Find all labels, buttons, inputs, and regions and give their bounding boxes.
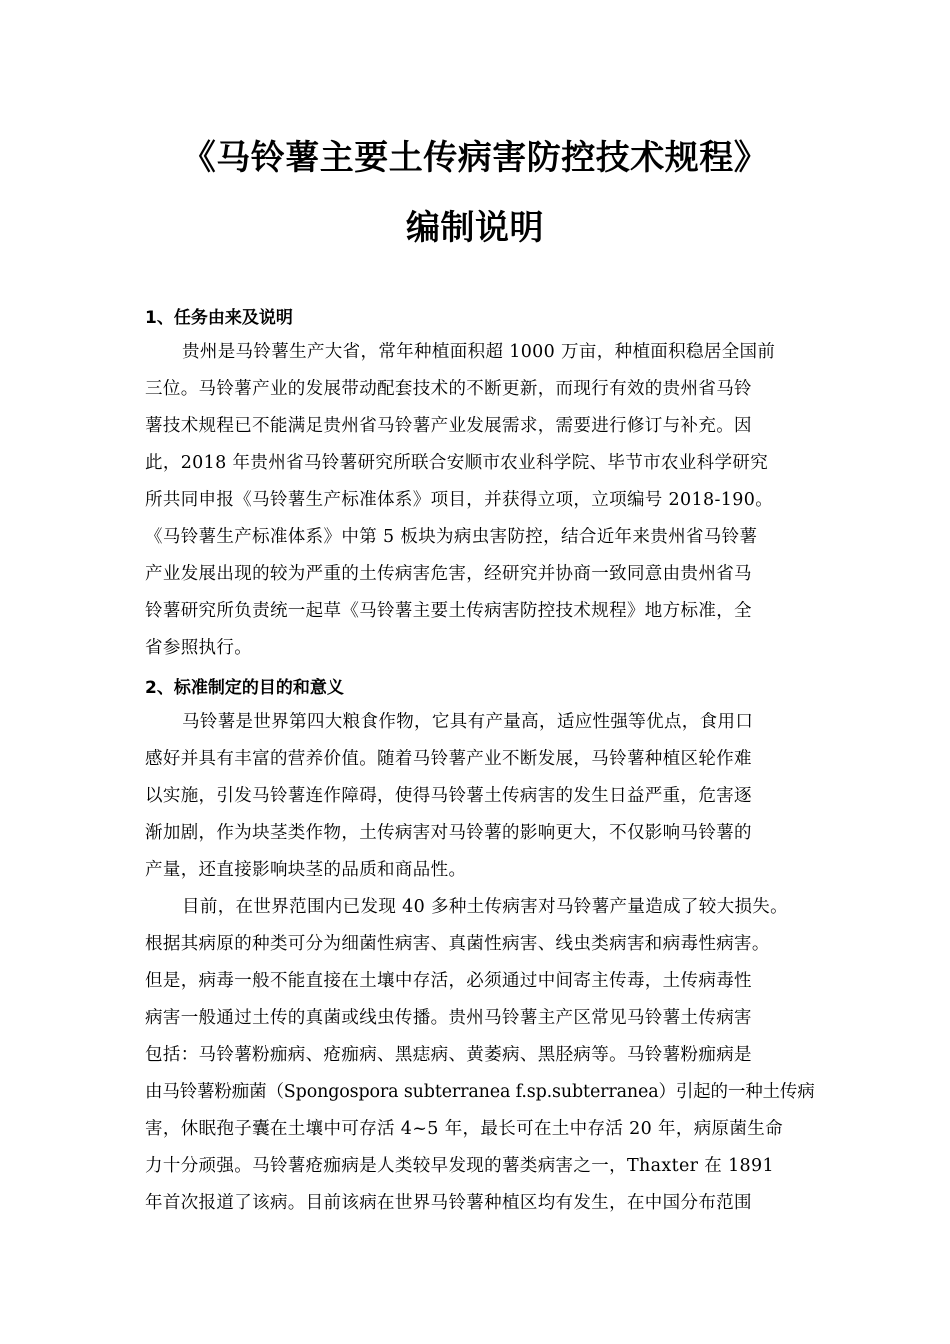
paragraph-line: 贵州是马铃薯生产大省，常年种植面积超 1000 万亩，种植面积稳居全国前 [182,342,776,362]
paragraph-line: 马铃薯是世界第四大粮食作物，它具有产量高，适应性强等优点，食用口 [182,712,754,732]
paragraph-line: 此，2018 年贵州省马铃薯研究所联合安顺市农业科学院、毕节市农业科学研究 [145,453,769,473]
document-title: 《马铃薯主要土传病害防控技术规程》 [181,138,769,178]
paragraph-line: 以实施，引发马铃薯连作障碍，使得马铃薯土传病害的发生日益严重，危害逐 [145,786,752,806]
paragraph-line: 《马铃薯生产标准体系》中第 5 板块为病虫害防控，结合近年来贵州省马铃薯 [145,527,758,547]
paragraph-line: 产业发展出现的较为严重的土传病害危害，经研究并协商一致同意由贵州省马 [145,564,752,584]
paragraph-line: 年首次报道了该病。目前该病在世界马铃薯种植区均有发生，在中国分布范围 [145,1193,752,1213]
paragraph-line: 省参照执行。 [145,638,253,658]
paragraph-line: 病害一般通过土传的真菌或线虫传播。贵州马铃薯主产区常见马铃薯土传病害 [145,1008,752,1028]
document-subtitle: 编制说明 [406,208,544,248]
paragraph-line: 根据其病原的种类可分为细菌性病害、真菌性病害、线虫类病害和病毒性病害。 [145,934,770,954]
section-1-heading: 1、任务由来及说明 [145,308,293,328]
paragraph-line: 产量，还直接影响块茎的品质和商品性。 [145,860,467,880]
paragraph-line: 但是，病毒一般不能直接在土壤中存活，必须通过中间寄主传毒，土传病毒性 [145,971,752,991]
paragraph-line: 目前，在世界范围内已发现 40 多种土传病害对马铃薯产量造成了较大损失。 [182,897,788,917]
paragraph-line: 包括：马铃薯粉痂病、疮痂病、黑痣病、黄萎病、黑胫病等。马铃薯粉痂病是 [145,1045,752,1065]
paragraph-line: 薯技术规程已不能满足贵州省马铃薯产业发展需求，需要进行修订与补充。因 [145,416,752,436]
paragraph-line: 渐加剧，作为块茎类作物，土传病害对马铃薯的影响更大，不仅影响马铃薯的 [145,823,752,843]
paragraph-line: 感好并具有丰富的营养价值。随着马铃薯产业不断发展，马铃薯种植区轮作难 [145,749,752,769]
section-2-heading: 2、标准制定的目的和意义 [145,678,344,698]
paragraph-line: 力十分顽强。马铃薯疮痂病是人类较早发现的薯类病害之一，Thaxter 在 1891 [145,1156,775,1176]
paragraph-line: 三位。马铃薯产业的发展带动配套技术的不断更新，而现行有效的贵州省马铃 [145,379,752,399]
paragraph-line: 由马铃薯粉痂菌（Spongospora subterranea f.sp.subterranea）引起的一种土传病 [145,1082,815,1102]
paragraph-line: 铃薯研究所负责统一起草《马铃薯主要土传病害防控技术规程》地方标准，全 [145,601,752,621]
paragraph-line: 害，休眠孢子囊在土壤中可存活 4~5 年，最长可在土中存活 20 年，病原菌生命 [145,1119,783,1139]
paragraph-line: 所共同申报《马铃薯生产标准体系》项目，并获得立项，立项编号 2018-190。 [145,490,774,510]
